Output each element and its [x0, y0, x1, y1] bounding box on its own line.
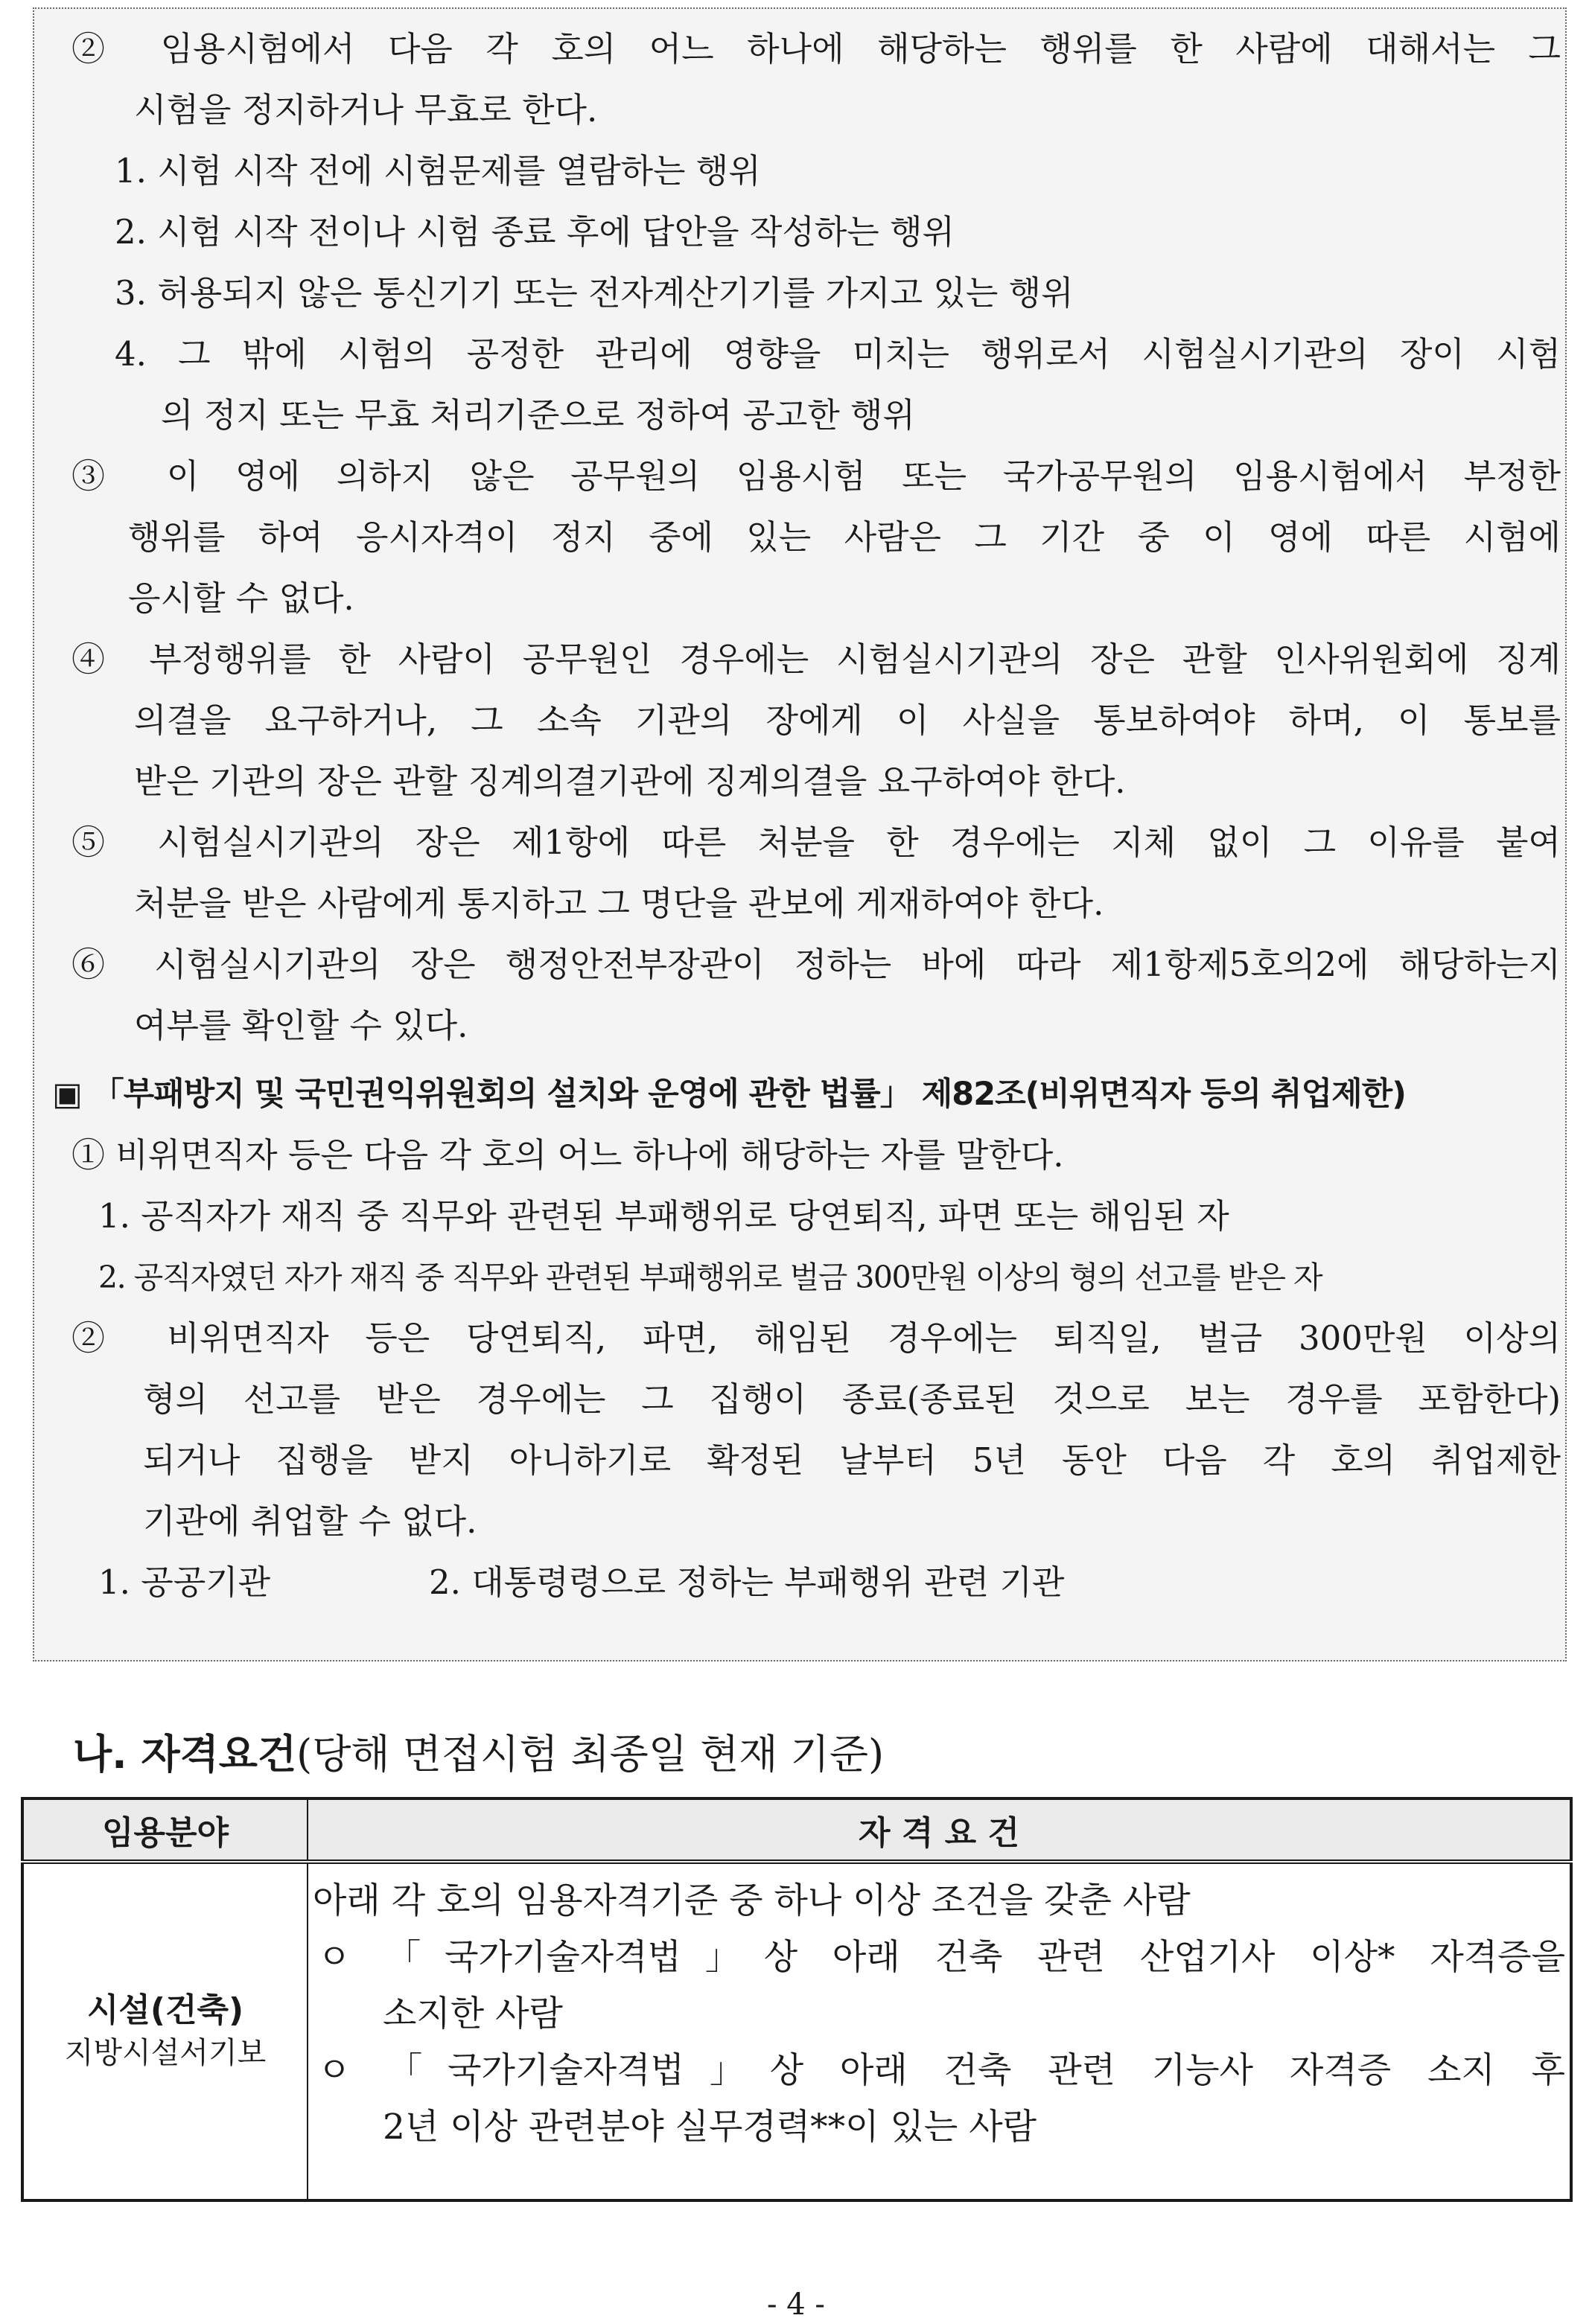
paragraph-4-line: ④ 부정행위를 한 사람이 공무원인 경우에는 시험실시기관의 장은 관할 인사위원회에 징계 — [71, 639, 1561, 679]
list-item: 4. 그 밖에 시험의 공정한 관리에 영향을 미치는 행위로서 시험실시기관의 장이 시험 — [115, 334, 1561, 374]
list-item: 3. 허용되지 않은 통신기기 또는 전자계산기기를 가지고 있는 행위 — [115, 273, 1074, 313]
field-grade: 지방시설서기보 — [64, 2036, 267, 2070]
paragraph-2b-cont: 기관에 취업할 수 없다. — [143, 1501, 477, 1541]
paragraph-2b-cont: 형의 선고를 받은 경우에는 그 집행이 종료(종료된 것으로 보는 경우를 포함한다) — [143, 1379, 1561, 1419]
requirement-intro: 아래 각 호의 임용자격기준 중 하나 이상 조건을 갖춘 사람 — [313, 1880, 1191, 1921]
paragraph-2b-line: ② 비위면직자 등은 당연퇴직, 파면, 해임된 경우에는 퇴직일, 벌금 300만원 이상의 — [71, 1318, 1561, 1358]
paragraph-4-cont: 의결을 요구하거나, 그 소속 기관의 장에게 이 사실을 통보하여야 하며, 이 통보를 — [134, 700, 1561, 740]
field-name: 시설(건축) — [86, 1991, 244, 2029]
paragraph-3-cont: 응시할 수 없다. — [128, 578, 354, 618]
header-requirements: 자 격 요 건 — [308, 1798, 1571, 1862]
paragraph-2b-cont: 되거나 집행을 받지 아니하기로 확정된 날부터 5년 동안 다음 각 호의 취업제한 — [143, 1440, 1561, 1480]
law-heading: ▣ 「부패방지 및 국민권익위원회의 설치와 운영에 관한 법률」 제82조(비위면직자 등의 취업제한) — [52, 1076, 1406, 1113]
requirements-table — [21, 1797, 1573, 2202]
requirement-item: ㅇ 「국가기술자격법」상 아래 건축 관련 기능사 자격증 소지 후 — [317, 2050, 1565, 2091]
list-item: 1. 시험 시작 전에 시험문제를 열람하는 행위 — [115, 151, 761, 191]
requirement-item-cont: 소지한 사람 — [383, 1993, 563, 2034]
paragraph-2-cont: 시험을 정지하거나 무효로 한다. — [134, 90, 598, 130]
page-number: - 4 - — [767, 2288, 825, 2322]
paragraph-4-cont: 받은 기관의 장은 관할 징계의결기관에 징계의결을 요구하여야 한다. — [134, 762, 1126, 801]
paragraph-3-line: ③ 이 영에 의하지 않은 공무원의 임용시험 또는 국가공무원의 임용시험에서 부정한 — [71, 456, 1561, 496]
paragraph-3-cont: 행위를 하여 응시자격이 정지 중에 있는 사람은 그 기간 중 이 영에 따른 시험에 — [128, 517, 1561, 557]
list-item-institution-2: 2. 대통령령으로 정하는 부패행위 관련 기관 — [429, 1562, 1065, 1602]
table-row — [22, 1862, 1571, 2200]
paragraph-1-line: ① 비위면직자 등은 다음 각 호의 어느 하나에 해당하는 자를 말한다. — [71, 1135, 1064, 1175]
list-item: 2. 시험 시작 전이나 시험 종료 후에 답안을 작성하는 행위 — [115, 212, 955, 252]
list-item: 2. 공직자였던 자가 재직 중 직무와 관련된 부패행위로 벌금 300만원 이상의 형의 선고를 받은 자 — [98, 1260, 1322, 1295]
paragraph-6-cont: 여부를 확인할 수 있다. — [134, 1006, 468, 1045]
table-header-row — [22, 1798, 1571, 1862]
list-item-cont: 의 정지 또는 무효 처리기준으로 정하여 공고한 행위 — [161, 395, 916, 435]
law-excerpt-box — [33, 7, 1567, 1661]
list-item: 1. 공직자가 재직 중 직무와 관련된 부패행위로 당연퇴직, 파면 또는 해임된 자 — [98, 1196, 1229, 1236]
paragraph-2-line: ② 임용시험에서 다음 각 호의 어느 하나에 해당하는 행위를 한 사람에 대해서는 그 — [71, 29, 1561, 68]
requirement-item-cont: 2년 이상 관련분야 실무경력**이 있는 사람 — [383, 2107, 1037, 2148]
paragraph-6-line: ⑥ 시험실시기관의 장은 행정안전부장관이 정하는 바에 따라 제1항제5호의2에 해당하는지 — [71, 945, 1561, 984]
requirement-item: ㅇ 「국가기술자격법」상 아래 건축 관련 산업기사 이상* 자격증을 — [317, 1937, 1565, 1978]
field-cell — [22, 1862, 308, 2200]
section-title-note: (당해 면접시험 최종일 현재 기준) — [296, 1731, 885, 1778]
header-field: 임용분야 — [22, 1798, 308, 1862]
list-item-institution-1: 1. 공공기관 — [98, 1562, 271, 1602]
paragraph-5-cont: 처분을 받은 사람에게 통지하고 그 명단을 관보에 게재하여야 한다. — [134, 884, 1104, 923]
section-title-bold: 나. 자격요건 — [73, 1731, 297, 1778]
requirements-cell — [308, 1862, 1571, 2200]
section-title — [73, 1730, 884, 1779]
paragraph-5-line: ⑤ 시험실시기관의 장은 제1항에 따른 처분을 한 경우에는 지체 없이 그 이유를 붙여 — [71, 823, 1561, 862]
